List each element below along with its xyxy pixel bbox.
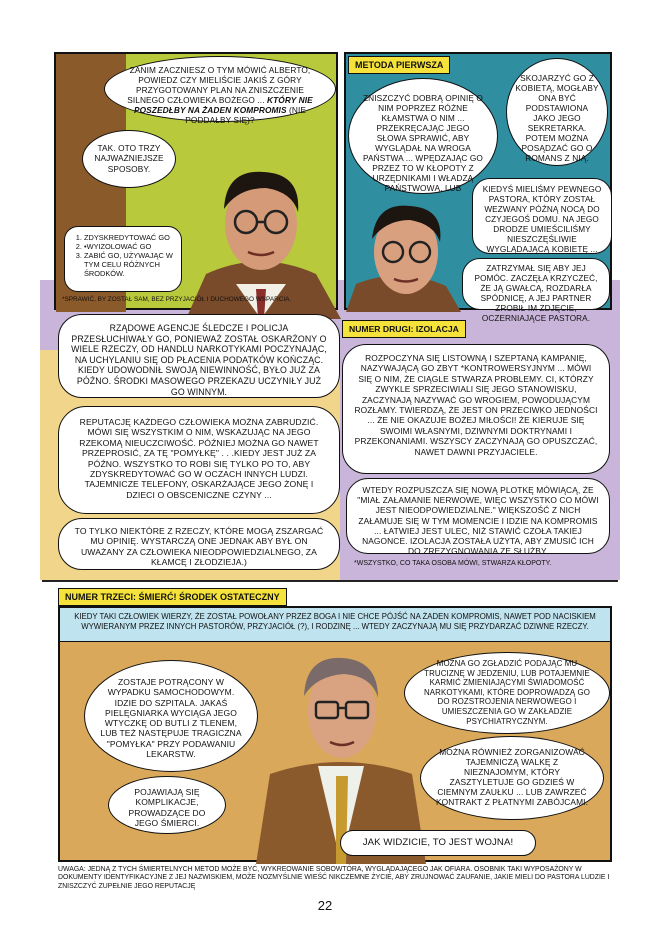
panel-5-bubble-left-2: POJAWIAJĄ SIĘ KOMPLIKACJE, PROWADZĄCE DO JEGO ŚMIERCI. <box>108 776 226 834</box>
panel-3-bubble-top: RZĄDOWE AGENCJE ŚLEDCZE I POLICJA PRZESŁUCHIWAŁY GO, PONIEWAŻ ZOSTAŁ OSKARŻONY O WIELE RZECZY, OD HANDLU NARKOTYKAMI POCZYNAJĄC, NA UCHYLANIU SIĘ OD PŁACENIA PODATKÓW KOŃCZĄC. KIEDY UDOWODNIŁ SWOJĄ NIEWINNOŚĆ, BYŁO JUŻ ZA PÓŹNO. ŚRODKI MASOWEGO PRZEKAZU UCZYNIŁY JUŻ GO WINNYM. <box>58 314 340 398</box>
section-divider <box>42 580 618 582</box>
panel-3-bubble-bottom: TO TYLKO NIEKTÓRE Z RZECZY, KTÓRE MOGĄ ZSZARGAĆ MU OPINIĘ. WYSTARCZĄ ONE JEDNAK ABY BYŁ ON UWAŻANY ZA CZŁOWIEKA NIEODPOWIEDZIALNEGO, ZA KŁAMCĘ I ZŁODZIEJA.) <box>58 518 340 570</box>
panel-1 <box>54 52 338 310</box>
page-number: 22 <box>317 898 333 913</box>
panel-2-bubble-right: SKOJARZYĆ GO Z KOBIETĄ, MOGŁABY ONA BYĆ PODSTAWIONA JAKO JEGO SEKRETARKA. POTEM MOŻNA POSĄDZAĆ GO O ROMANS Z NIĄ. <box>506 58 608 166</box>
method-one-tag: METODA PIERWSZA <box>348 56 450 74</box>
panel-2 <box>344 52 612 323</box>
intro-tail: (NIE PODDAŁBY SIĘ)? <box>185 105 307 125</box>
panel-4-bubble-bottom: WTEDY ROZPUSZCZA SIĘ NOWĄ PLOTKĘ MÓWIĄCĄ, ŻE "MIAŁ ZAŁAMANIE NERWOWE, WIĘC WSZYSTKO CO MÓWI JEST NIEODPOWIEDZIALNE." WIĘKSZOŚĆ Z NICH ZAŁAMUJE SIĘ W TYM MOMENCIE I IDZIE NA KOMPROMIS ... ŁATWIEJ JEST ULEC, NIŻ STAWIĆ CZOŁA TAKIEJ NAGONCE. IZOLACJA ZOSTAŁA UŻYTA, ABY ZMUSIĆ ICH DO ZREZYGNOWANIA ZE SŁUŻBY. <box>346 478 610 554</box>
intro-emphasis: KTÓRY NIE POSZEDŁBY NA ŻADEN KOMPROMIS <box>133 95 313 115</box>
intro-bubble <box>104 56 336 125</box>
panel-5-bubble-final: JAK WIDZICIE, TO JEST WOJNA! <box>340 830 536 856</box>
panel-5-bubble-left-1: ZOSTAJE POTRĄCONY W WYPADKU SAMOCHODOWYM. IDZIE DO SZPITALA. JAKAŚ PIELĘGNIARKA WYCIĄGA JEGO WTYCZKĘ OD BUTLI Z TLENEM, LUB TEŻ NASTĘPUJE TRAGICZNA "POMYŁKA" PRZY PODAWANIU LEKARSTW. <box>84 660 258 772</box>
panel-1-footnote: *SPRAWIĆ, BY ZOSTAŁ SAM, BEZ PRZYJACIÓŁ I DUCHOWEGO WSPARCIA. <box>62 296 292 303</box>
method-3: 3. ZABIĆ GO, UŻYWAJĄC W TYM CELU RÓŻNYCH ŚRODKÓW. <box>84 251 173 278</box>
methods-list <box>64 226 182 292</box>
panel-2-bubble-left: ZNISZCZYĆ DOBRĄ OPINIĘ O NIM POPRZEZ RÓŻNE KŁAMSTWA O NIM ... PRZEKRĘCAJĄC JEGO SŁOWA SPRAWIĆ, ABY WYGLĄDAŁ NA WROGA PAŃSTWA ... WPĘDZAJĄC GO PRZEZ TO W KŁOPOTY Z URZĘDNIKAMI I WŁADZĄ PAŃSTWOWĄ, LUB <box>348 78 498 194</box>
method-2: 2. •WYIZOLOWAĆ GO <box>84 242 173 251</box>
method-two-tag: NUMER DRUGI: IZOLACJA <box>342 320 466 338</box>
panel-5 <box>58 606 612 862</box>
panel-5-bubble-right-2: MOŻNA RÓWNIEŻ ZORGANIZOWAĆ TAJEMNICZĄ WALKĘ Z NIEZNAJOMYM, KTÓRY ZASZTYLETUJE GO GDZIEŚ W CIEMNYM ZAUŁKU ... LUB ZAWRZEĆ KONTRAKT Z PŁATNYMI ZABÓJCAMI. <box>420 736 604 820</box>
panel-4-bubble-top: ROZPOCZYNA SIĘ LISTOWNĄ I SZEPTANĄ KAMPANIĘ, NAZYWAJĄCĄ GO ZBYT *KONTROWERSYJNYM ... MÓWI SIĘ O NIM, ŻE CIĄGLE STWARZA PROBLEMY. CI, KTÓRZY ZWYKLE SPRZECIWIALI SIĘ JEGO STANOWISKU, ZACZYNAJĄ NAZYWAĆ GO WROGIEM, POWODUJĄCYM ROZŁAMY. TWIERDZĄ, ŻE JEST ON PRZECIWKO JEDNOŚCI ... ŻE NIE OKAZUJE BOŻEJ MIŁOŚCI! ŻE KIERUJE SIĘ SWOIMI WŁASNYMI, DZIWNYMI DOKTRYNAMI I PRZEKONANIAMI. WSZYSCY ZACZYNAJĄ GO OPUSZCZAĆ, NAWET DAWNI PRZYJACIELE. <box>342 344 610 474</box>
panel-2-story-1: KIEDYŚ MIELIŚMY PEWNEGO PASTORA, KTÓRY ZOSTAŁ WEZWANY PÓŹNĄ NOCĄ DO CZYJEGOŚ DOMU. NA JEGO DRODZE UMIEŚCILIŚMY NIESZCZĘŚLIWIE WYGLĄDAJĄCĄ KOBIETĘ ... <box>472 178 612 254</box>
alberto-portrait <box>176 154 346 319</box>
method-1: 1. ZDYSKREDYTOWAĆ GO <box>84 233 173 242</box>
alberto-portrait-2 <box>346 194 476 312</box>
panel-3-bubble-mid: REPUTACJĘ KAŻDEGO CZŁOWIEKA MOŻNA ZABRUDZIĆ. MÓWI SIĘ WSZYSTKIM O NIM, WSKAZUJĄC NA JEGO RZEKOMĄ NIEUCZCIWOŚĆ. PÓŹNIEJ MOŻNA GO NAWET PRZEPROSIĆ, ZA TĘ "POMYŁKĘ" . . .KIEDY JEST JUŻ ZA PÓŹNO. WSZYSTKO TO ROBI SIĘ TYLKO PO TO, ABY ZDYSKREDYTOWAĆ GO W OCZACH INNYCH LUDZI. TAJEMNICZE TELEFONY, OSKARŻAJĄCE JEGO ŻONĘ I DZIECI O OBSCENICZNE CZYNY ... <box>58 406 340 514</box>
intro-text: ZANIM ZACZNIESZ O TYM MÓWIĆ ALBERTO, POWIEDZ CZY MIELIŚCIE JAKIŚ Z GÓRY PRZYGOTOWANY PLAN NA ZNISZCZENIE SILNEGO CZŁOWIEKA BOŻEGO ... <box>127 65 311 105</box>
bottom-note: UWAGA: JEDNĄ Z TYCH ŚMIERTELNYCH METOD MOŻE BYĆ, WYKREOWANIE SOBOWTÓRA, WYGLĄDAJĄCEGO JAK OFIARA. OSOBNIK TAKI WYPOSAŻONY W DOKUMENTY IDENTYFIKACYJNE Z JEJ NAZWISKIEM, MOŻE NOZMYŚLNIE WIEŚĆ NIKCZEMNE ŻYCIE, ABY ZRUJNOWAĆ ZAUFANIE, JAKIE MIELI DO PASTORA LUDZIE I ZNISZCZYĆ ZUPEŁNIE JEGO REPUTACJĘ <box>58 866 610 890</box>
panel-5-caption: KIEDY TAKI CZŁOWIEK WIERZY, ŻE ZOSTAŁ POWOŁANY PRZEZ BOGA I NIE CHCE PÓJŚĆ NA ŻADEN KOMPROMIS, NAWET POD NACISKIEM WYWIERANYM PRZEZ INNYCH PASTORÓW, PRZYJACIÓŁ (?), I RODZINĘ ... WTEDY ZACZYNAJĄ MU SIĘ PRZYDARZAĆ DZIWNE RZECZY. <box>60 608 610 642</box>
panel-5-bubble-right-1: MOŻNA GO ZGŁADZIĆ PODAJĄC MU TRUCIZNĘ W JEDZENIU, LUB POTAJEMNIE KARMIĆ ZMIENIAJĄCYMI ŚWIADOMOŚĆ NARKOTYKAMI, KTÓRE DOPROWADZĄ GO DO ROZSTROJENIA NERWOWEGO I UMIESZCZENIA GO W ZAKŁADZIE PSYCHIATRYCZNYM. <box>404 652 610 734</box>
panel-4-footnote: *WSZYSTKO, CO TAKA OSOBA MÓWI, STWARZA KŁOPOTY. <box>354 560 552 567</box>
panel-2-story-2: ZATRZYMAŁ SIĘ ABY JEJ POMÓC. ZACZĘŁA KRZYCZEĆ, ŻE JĄ GWAŁCĄ, ROZDARŁA SPÓDNICĘ, A JEJ PARTNER ZROBIŁ IM ZDJĘCIE, OCZERNIAJĄCE PASTORA. <box>462 258 610 310</box>
method-three-tag: NUMER TRZECI: ŚMIERĆ! ŚRODEK OSTATECZNY <box>58 588 287 606</box>
answer-bubble: TAK. OTO TRZY NAJWAŻNIEJSZE SPOSOBY. <box>82 130 176 188</box>
